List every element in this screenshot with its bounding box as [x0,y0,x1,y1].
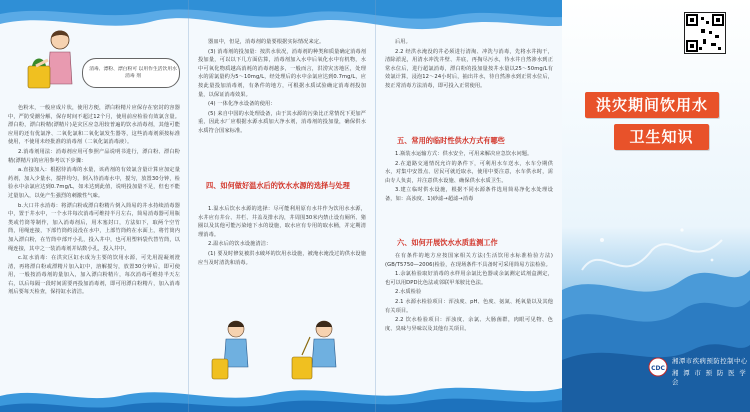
section-heading-4: 四、如何做好温水后的饮水水源的选择与处理 [206,181,350,190]
org-name-line1: 湘潭市疾病预防控制中心 [672,357,748,365]
paragraph: 2.2 经洪水淹没的井必须进行清淘、冲洗与消毒，先将水井掏干，清除淤泥，用清水冲洗井壁、井底，再掏尽污水，待水井自然渗水到正常水位后，进行超氯消毒，漂白粉的投加量按井水量以25～50mg/L有效氯计算，浸泡12～24小时后，抽出井水，待自然渗水到正常水位后，按正常消毒方法消毒，即可投入正常使用。 [385,48,553,89]
panel1-body [8,104,180,298]
paragraph: 1.瓶装水运输方式：供水安全，可用来解决应急饮水问题。 [395,151,533,157]
paragraph: 2.2 饮水检验项目：浑浊度、余氯、大肠菌群，肉眼可见物、色度、臭味与异味以及其他有关项目。 [385,317,553,332]
paragraph: (3) 消毒剂的投加量：按洪水状况，消毒剂的种类和质量确定消毒剂投加量，可以以下几方面估算，消毒剂加入水中后氧化水中有机物，水中可氧化物质越高消耗的消毒剂越多，一般而言，洪涝灾害地区，处理水的需氯量约为5～10mg/L，经处理后的水中余氯应达到0.7mg/L，应按此量投加消毒剂，有条件的地方，可根据水质试验确定消毒剂投加量，以保证消毒效果。 [198,48,366,98]
paragraph: 2.在道路交通情况允许的条件下，可利用水车送水，水车分期供水，对集中安置点、居民可就近取水，使用中要注意，水车供水时，需由专人负责，并注意供水设施、确保供水水质卫生。 [385,160,553,184]
paragraph: a.直接加入：根据待消毒的水量，该药剂的有效氯含量计算应加定量药剂，加入少量水，搅拌均匀，倒入待消毒水中，搅匀，放置30分钟，检验水中余氯应达到0.7mg/L，如未达到此值，说明投加量不足，但也不能过量加入，以免产生强烈的刺激性气味。 [8,167,180,199]
paragraph: 2.水质检验 [395,289,422,296]
woman-with-water-bucket-illustration [22,26,82,96]
paragraph: 3.建立临时供水设施，根据不同水源条件选用简易净化水处理设备，如：高浊度、1)砂滤→超滤→消毒 [385,187,553,202]
panel3-top-body [385,38,553,92]
water-purification-cartoon [206,315,356,385]
panel2-top-body [198,38,366,137]
panel2-mid-body [198,205,366,268]
panel-4-cover [562,0,750,412]
qr-code [684,12,726,54]
panel-3 [375,0,562,412]
paragraph: 器皿中，但是，消毒剂的量要根据实际情况来定。 [208,39,325,45]
panel-1 [0,0,188,412]
org-name-line2: 湘 潭 市 预 防 医 学 会 [672,369,748,386]
panel3-mid-body [385,150,553,205]
paragraph: 后用。 [395,39,411,45]
cdc-logo-text: CDC [651,364,665,372]
paragraph: (5) 来自中国的水处理设备，由于其水源的污染比正常情况下更加严重，因此水厂应根据水源水质加大净水剂，消毒剂的投加量，确保供水水质符合国家标准。 [198,110,366,134]
paragraph: 2.消毒剂用法：消毒剂应用可参照产品说明书进行，漂白粉、漂白粉精(漂精片)的应用参考以下步骤： [8,148,180,164]
panel-2 [188,0,375,412]
paragraph: 色粉末，一般应成片状，使用方便，漂白粉精片应保存在密封的容器中，严防受潮分解，保存时间不超过12个月，使用前应检验有效氯含量。漂白粉，漂白粉精(漂精片)是灾区应急用较普遍的饮水消毒剂，其他可能应用的还有优氯净、二氧化氯和二氧化氯发生器等，这些消毒剂须按标准使用，不使用未经批准的消毒剂（二氧化氯消毒液）。 [8,105,180,146]
section-heading-6: 六、如何开展饮水水质监测工作 [397,238,498,247]
paragraph: 1.余氯检验取好消毒的水样用余氯比色器或余氯测定试剂盒测定，也可以用DPD比色法或邻联甲苯胺比色法。 [385,271,553,286]
paragraph: b.大口井水消毒：将漂白粉或漂白粉精片倒入简易的井水持续消毒器中，置于井水中，一个水井每次消毒可维持半月左右，简易消毒器可用瓶类或竹筒等制作，加入消毒剂后，用木塞封口，方法如下，取两个空竹筒，用绳连接，下部竹筒约浸没在水中，上部竹筒约在水面上，将竹筒内加入漂白粉，在竹筒中部开小孔，投入井中，也可用塑料袋代替竹筒，以绳连接，其中之一装消毒剂并钻数小孔，投入井中。 [8,202,180,252]
section-heading-5: 五、常用的临时性供水方式有哪些 [397,136,505,145]
paragraph: c.缸水消毒：在洪灾区缸水成为主要的饮用水源，可先用混凝剂澄清，再将漂白粉或漂精片加入缸中，溶解搅匀，放置30分钟后，即可使用，一般按消毒剂的量加入，加入漂白粉精片，每次消毒可维持半天左右，以后每隔一段时间需要再投加消毒剂，即可用漂白粉精片，加入消毒剂后要每天检查，保持缸水清洁。 [8,255,180,296]
cartoon-note: 消毒、漂粉、漂白粉可 以用作生活饮用水消毒 剂 [89,67,177,79]
cover-title-line2: 卫生知识 [614,124,709,150]
paragraph: (4) 一体化净水设备的使用： [208,101,276,108]
paragraph: 1.温水后饮水水源的选择：尽可能利用原有水井作为饮用水水源，水井应有井台、井栏、井盖及排水沟，井周围30米内禁止设有厕所、猪圈以及其他可能污染地下水的设施，取水应有专用的取水桶，并定期清理消毒。 [198,206,366,238]
paragraph: 2.1 水源水检验项目：浑浊度、pH、色度、氨氮、耗氧量以及其他有关项目。 [385,298,553,314]
paragraph: 2.温水后的饮水设施清洁： [208,241,272,248]
paragraph: 在有条件的地方应按国家相关方法(生活饮用水标准检验方法)(GB/T5750—2006)检验，在现场条件不具备时可采用简易方法检验。 [385,253,553,268]
cdc-logo-icon [648,357,668,377]
panel3-bottom-body [385,252,553,334]
paragraph: (1) 要及时修复被洪水破坏的饮用水设施，被淹水淹没过的供水设施应当及时清洗和消毒。 [198,250,366,266]
cover-title-line1: 洪灾期间饮用水 [585,92,719,118]
